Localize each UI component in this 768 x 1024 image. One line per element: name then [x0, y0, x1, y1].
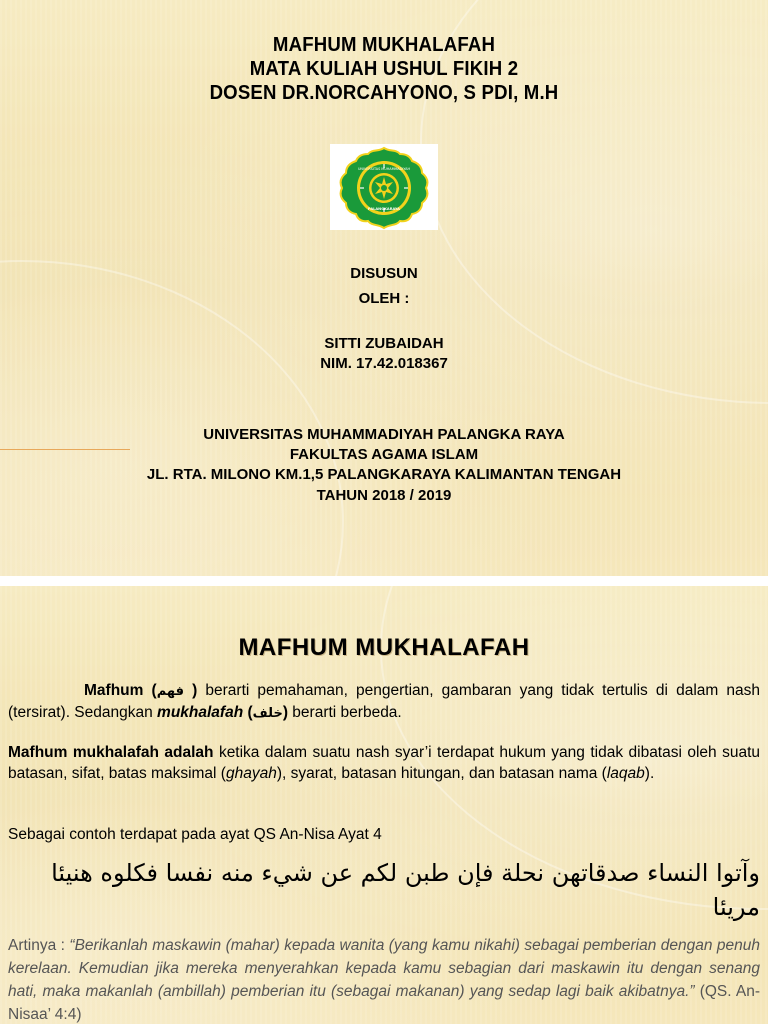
institution-line: UNIVERSITAS MUHAMMADIYAH PALANGKA RAYA [203, 426, 565, 443]
logo-top-text: UNIVERSITAS MUHAMMADIYAH [357, 167, 411, 171]
title-line: DOSEN DR.NORCAHYONO, S PDI, M.H [209, 82, 559, 104]
disusun-label: DISUSUN [350, 265, 418, 282]
term-mafhum-mukhalafah: Mafhum mukhalafah adalah [8, 744, 214, 761]
title-line: MAFHUM MUKHALAFAH [272, 34, 496, 56]
definition-text: berarti pemahaman, pengertian, gambaran yang tidak tertulis di dalam nash (tersirat). Sedangkan [8, 682, 761, 721]
paren-open: ( [143, 682, 157, 699]
term-ghayah: ghayah [225, 765, 277, 782]
author-name: SITTI ZUBAIDAH [324, 335, 444, 352]
slide-title: MAFHUM MUKHALAFAH [238, 634, 530, 661]
slide-title [27, 33, 741, 105]
verse-reference: (QS. An-Nisaa’ 4:4) [8, 983, 760, 1023]
translation-label: Artinya : [8, 937, 70, 954]
arabic-term-fahm: فهم [156, 684, 184, 699]
term-laqab: laqab [606, 765, 645, 782]
university-emblem-icon [330, 144, 438, 230]
institution-line: FAKULTAS AGAMA ISLAM [289, 446, 479, 463]
definition-paragraph [8, 680, 760, 724]
definition-text: berarti berbeda. [288, 704, 402, 721]
paren-close: ) [282, 704, 288, 721]
paren-open: ( [243, 704, 253, 721]
logo-bottom-text: PALANGKARAYA [368, 207, 400, 211]
title-line: MATA KULIAH USHUL FIKIH 2 [249, 58, 519, 80]
mafhum-mukhalafah-paragraph [8, 742, 760, 784]
term-mukhalafah: mukhalafah [157, 704, 244, 721]
paren-close: ) [184, 682, 198, 699]
translation-paragraph [8, 934, 760, 1024]
paragraph-text: ). [644, 765, 655, 782]
quran-verse: وآتوا النساء صدقاتهن نحلة فإن طبن لكم عن شيء منه نفسا فكلوه هنيئا مريئا [51, 859, 760, 921]
author-nim: NIM. 17.42.018367 [320, 355, 448, 372]
institution-line: JL. RTA. MILONO KM.1,5 PALANGKARAYA KALIMANTAN TENGAH [146, 466, 622, 483]
arabic-term-khalf: خلف [252, 706, 283, 721]
example-intro: Sebagai contoh terdapat pada ayat QS An-Nisa Ayat 4 [8, 826, 382, 843]
term-mafhum: Mafhum [84, 682, 144, 699]
content-slide [0, 586, 768, 1024]
university-logo [330, 144, 438, 230]
oleh-label: OLEH : [358, 290, 410, 307]
paragraph-text: ), syarat, batasan hitungan, dan batasan nama ( [276, 765, 607, 782]
institution-line: TAHUN 2018 / 2019 [316, 487, 452, 504]
translation-text: “Berikanlah maskawin (mahar) kepada wanita (yang kamu nikahi) sebagai pemberian dengan penuh kerelaan. Kemudian jika mereka menyerahkan kepada kamu sebagian dari maskawin itu dengan senang hati, maka makanlah (ambillah) pemberian itu (sebagai makanan) yang sedap lagi baik akibatnya.” [8, 937, 760, 1000]
paragraph-text: ketika dalam suatu nash syar’i terdapat hukum yang tidak dibatasi oleh suatu batasan, sifat, batas maksimal ( [8, 744, 761, 782]
slide-gap [0, 576, 768, 586]
